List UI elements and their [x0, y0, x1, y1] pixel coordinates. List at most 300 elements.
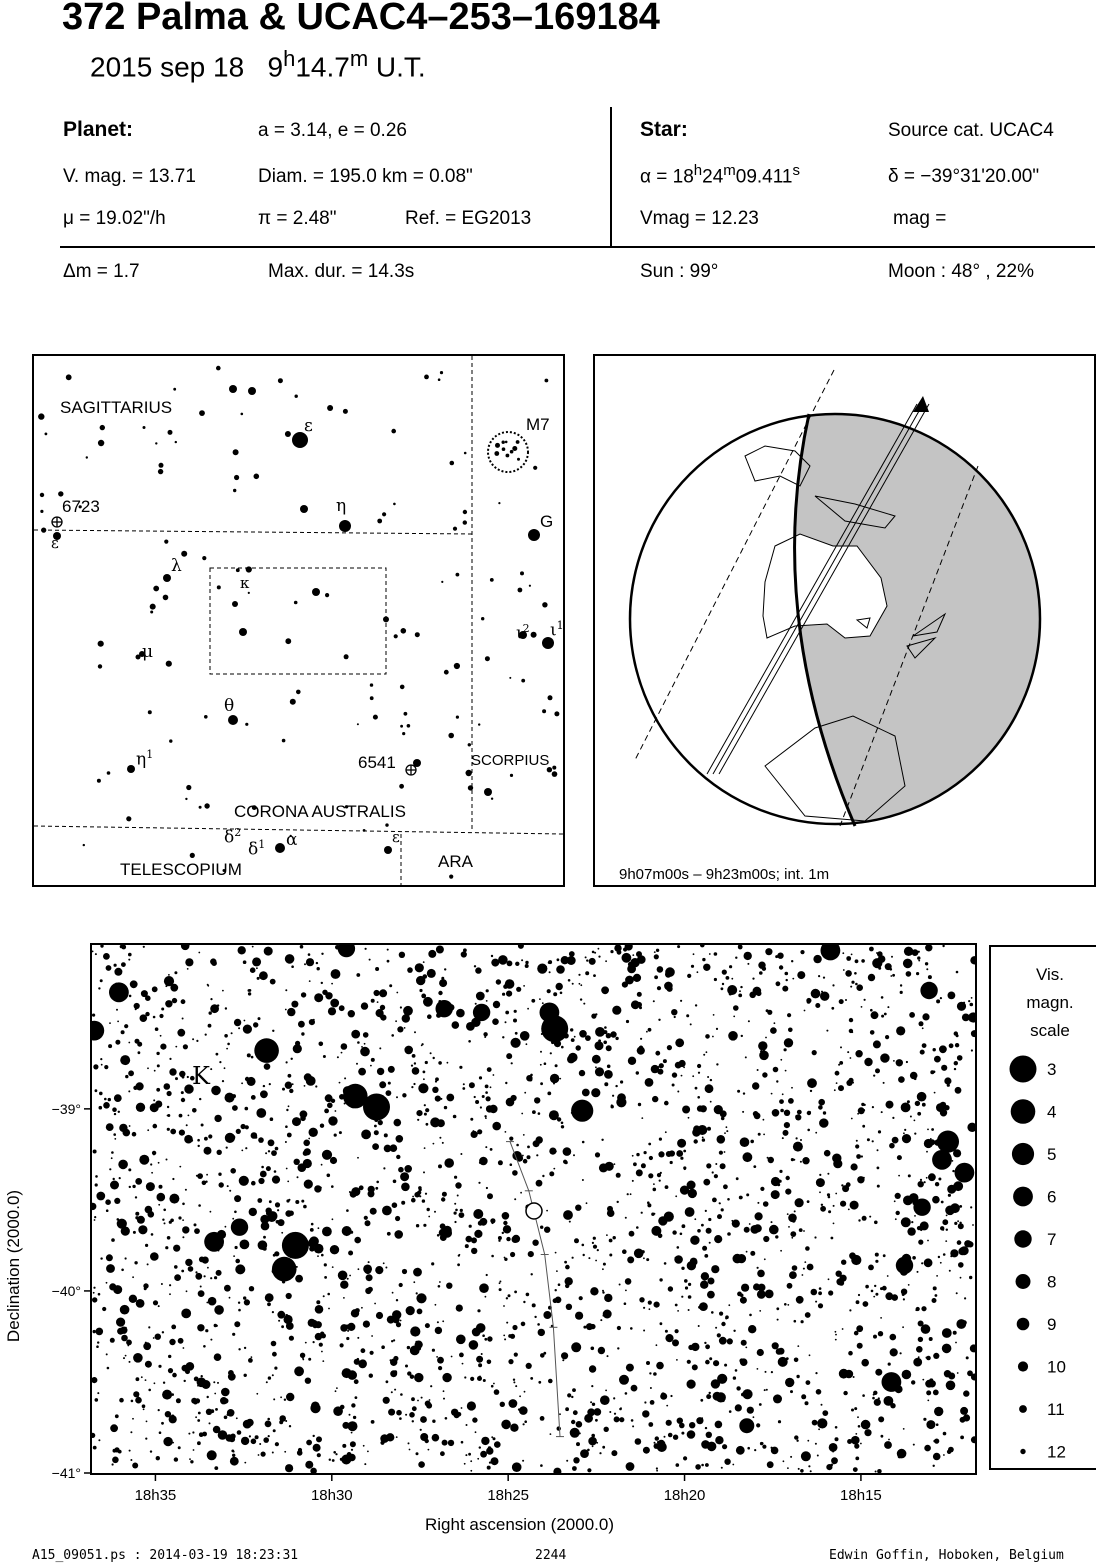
field-star	[374, 990, 380, 996]
field-star	[736, 1386, 740, 1390]
field-star	[389, 984, 392, 987]
field-star	[437, 1321, 439, 1323]
field-star	[653, 1188, 657, 1192]
label-lambda-sgr: λ	[171, 556, 182, 576]
field-star	[724, 1151, 726, 1153]
field-star	[693, 953, 695, 955]
field-star	[186, 1290, 188, 1292]
field-star	[655, 1436, 659, 1440]
finder-star	[377, 519, 382, 524]
field-star	[907, 1227, 915, 1235]
field-star	[696, 1417, 703, 1424]
field-star	[856, 1300, 860, 1304]
field-star	[456, 1335, 466, 1345]
field-star	[473, 1209, 483, 1219]
field-star	[737, 1090, 740, 1093]
field-star	[788, 1098, 794, 1104]
field-star	[834, 1089, 836, 1091]
field-star	[125, 1257, 127, 1259]
field-star	[881, 1435, 884, 1438]
field-star	[557, 1117, 561, 1121]
finder-star	[520, 571, 524, 575]
finder-star	[438, 378, 441, 381]
field-star	[164, 1083, 171, 1090]
field-star	[191, 1139, 193, 1141]
field-star	[626, 947, 628, 949]
field-star	[115, 1040, 120, 1045]
field-star	[614, 1416, 620, 1422]
field-star	[921, 1262, 923, 1264]
field-star	[376, 1009, 384, 1017]
field-star	[117, 1328, 124, 1335]
field-star	[792, 978, 794, 980]
field-star	[889, 1143, 895, 1149]
field-star	[316, 1436, 322, 1442]
field-star	[562, 1359, 564, 1361]
field-star	[103, 1102, 110, 1109]
field-star	[371, 1335, 373, 1337]
field-star	[315, 1305, 324, 1314]
field-star	[493, 1383, 495, 1385]
field-star	[647, 1203, 651, 1207]
field-star	[957, 1372, 959, 1374]
field-star	[113, 1133, 116, 1136]
field-star	[272, 1452, 274, 1454]
field-star	[911, 1221, 913, 1223]
field-star	[549, 971, 551, 973]
field-star	[444, 1106, 447, 1109]
field-star	[807, 1264, 814, 1271]
field-star	[353, 1416, 356, 1419]
field-star	[882, 1286, 887, 1291]
field-star	[481, 1437, 489, 1445]
field-star	[605, 960, 607, 962]
field-star	[556, 965, 565, 974]
field-star	[368, 1186, 375, 1193]
field-star	[933, 1453, 941, 1461]
field-star	[395, 1216, 400, 1221]
field-star	[532, 1240, 538, 1246]
field-star	[833, 1223, 835, 1225]
field-star	[251, 1095, 256, 1100]
field-star	[687, 974, 691, 978]
field-star	[648, 1301, 652, 1305]
field-star	[111, 1151, 114, 1154]
field-star	[285, 1141, 287, 1143]
field-star	[675, 1062, 682, 1069]
field-star	[591, 1347, 595, 1351]
field-star	[874, 1285, 876, 1287]
field-star	[715, 1327, 717, 1329]
field-star	[420, 1433, 428, 1441]
scale-dot	[1013, 1187, 1033, 1207]
field-star	[821, 1204, 823, 1206]
field-star	[469, 1082, 475, 1088]
field-star	[167, 1128, 170, 1131]
finder-star	[127, 765, 135, 773]
field-star	[410, 1326, 420, 1336]
field-star	[595, 1152, 600, 1157]
field-star	[822, 1410, 828, 1416]
field-star	[487, 1360, 492, 1365]
field-star	[835, 1071, 840, 1076]
field-star	[132, 1463, 138, 1469]
field-star	[828, 1196, 831, 1199]
field-star	[934, 1092, 936, 1094]
field-star	[816, 1389, 822, 1395]
field-star	[95, 953, 97, 955]
scale-dot	[1018, 1361, 1028, 1371]
bright-star	[739, 1418, 754, 1433]
field-star	[181, 1091, 184, 1094]
field-star	[427, 1208, 430, 1211]
field-star	[796, 1137, 798, 1139]
field-star	[646, 1258, 649, 1261]
field-star	[878, 1416, 884, 1422]
field-star	[469, 1340, 479, 1350]
field-star	[871, 1290, 874, 1293]
field-star	[724, 1132, 726, 1134]
field-star	[179, 1166, 181, 1168]
field-star	[736, 1446, 745, 1455]
field-star	[349, 1275, 351, 1277]
field-star	[915, 1101, 920, 1106]
field-star	[749, 1223, 751, 1225]
field-star	[576, 1442, 580, 1446]
field-star	[479, 1446, 481, 1448]
field-star	[563, 1147, 572, 1156]
field-star	[832, 1451, 834, 1453]
field-star	[580, 984, 582, 986]
field-star	[274, 1251, 279, 1256]
finder-star	[454, 663, 460, 669]
field-star	[846, 1080, 852, 1086]
field-star	[786, 1357, 789, 1360]
field-star	[592, 1055, 601, 1064]
field-star	[872, 1140, 874, 1142]
field-star	[731, 978, 733, 980]
field-star	[194, 1377, 199, 1382]
field-star	[330, 1157, 337, 1164]
field-star	[491, 1385, 494, 1388]
field-star	[347, 1323, 355, 1331]
field-star	[354, 1237, 361, 1244]
field-star	[465, 1244, 469, 1248]
field-star	[510, 1163, 513, 1166]
event-date: 2015 sep 18	[90, 51, 245, 83]
field-star	[106, 1282, 108, 1284]
field-star	[457, 1195, 459, 1197]
field-star	[786, 1176, 790, 1180]
field-star	[232, 1094, 236, 1098]
field-star	[643, 1257, 645, 1259]
field-star	[397, 1026, 403, 1032]
field-star	[357, 1337, 359, 1339]
field-star	[118, 1111, 120, 1113]
field-star	[419, 1195, 421, 1197]
field-star	[167, 1091, 172, 1096]
field-star	[346, 1209, 349, 1212]
field-star	[401, 1183, 410, 1192]
field-star	[197, 1441, 201, 1445]
field-star	[717, 1374, 727, 1384]
m7-star	[502, 447, 506, 451]
field-star	[912, 949, 919, 956]
field-star	[850, 1201, 859, 1210]
y-tick-label: −40°	[51, 1282, 81, 1299]
field-star	[322, 991, 324, 993]
field-star	[756, 1423, 760, 1427]
field-star	[926, 1390, 931, 1395]
field-star	[158, 1365, 161, 1368]
field-star	[839, 999, 844, 1004]
field-star	[214, 1466, 218, 1470]
field-star	[583, 1326, 586, 1329]
finder-star	[285, 638, 291, 644]
field-star	[729, 965, 732, 968]
field-star	[368, 1261, 370, 1263]
field-star	[245, 1125, 249, 1129]
bright-star	[473, 1004, 490, 1021]
field-star	[580, 1449, 589, 1458]
field-star	[165, 1411, 171, 1417]
field-star	[333, 1451, 336, 1454]
field-star	[927, 1129, 929, 1131]
field-star	[214, 1305, 224, 1315]
finder-star	[168, 430, 173, 435]
field-star	[217, 1382, 219, 1384]
field-star	[762, 1445, 766, 1449]
field-star	[803, 1230, 805, 1232]
field-star	[778, 1420, 781, 1423]
field-star	[895, 1218, 897, 1220]
field-star	[794, 1358, 799, 1363]
finder-star	[485, 656, 490, 661]
field-star	[264, 947, 273, 956]
finder-star	[233, 489, 236, 492]
field-star	[198, 1145, 200, 1147]
field-star	[98, 987, 100, 989]
field-star	[553, 1168, 555, 1170]
field-star	[659, 1180, 661, 1182]
field-star	[970, 1003, 974, 1007]
field-star	[532, 1110, 536, 1114]
field-star	[617, 1347, 619, 1349]
field-star	[759, 971, 763, 975]
field-star	[340, 1281, 348, 1289]
field-star	[971, 1049, 973, 1051]
field-star	[636, 1153, 639, 1156]
field-star	[547, 989, 551, 993]
field-star	[171, 1393, 174, 1396]
field-star	[153, 1153, 155, 1155]
field-star	[880, 1419, 882, 1421]
field-star	[941, 1201, 944, 1204]
field-star	[370, 1065, 372, 1067]
field-star	[316, 1300, 320, 1304]
field-star	[701, 1272, 709, 1280]
field-star	[765, 948, 772, 955]
target-star-marker	[526, 1203, 542, 1219]
field-star	[93, 1330, 96, 1333]
field-star	[703, 964, 710, 971]
finder-star	[41, 528, 46, 533]
field-star	[264, 1063, 271, 1070]
field-star	[858, 1219, 860, 1221]
finder-star	[531, 632, 537, 638]
bright-star	[254, 1038, 279, 1063]
field-star	[538, 1112, 541, 1115]
field-star	[406, 1306, 415, 1315]
field-star	[246, 1419, 254, 1427]
field-star	[399, 1417, 402, 1420]
field-star	[767, 1461, 774, 1468]
field-star	[676, 1359, 678, 1361]
field-star	[622, 982, 628, 988]
label-epsilon-sgr: ε	[304, 416, 313, 436]
field-star	[867, 1138, 870, 1141]
field-star	[726, 976, 730, 980]
field-star	[404, 1027, 406, 1029]
field-star	[114, 1447, 119, 1452]
field-star	[214, 1276, 217, 1279]
field-star	[119, 1177, 121, 1179]
field-star	[505, 1082, 507, 1084]
field-star	[270, 1117, 274, 1121]
field-star	[868, 974, 875, 981]
field-star	[417, 1309, 423, 1315]
globe-svg	[595, 356, 1094, 885]
field-star	[366, 1274, 373, 1281]
field-star	[317, 1453, 321, 1457]
field-star	[317, 967, 320, 970]
field-star	[429, 1399, 431, 1401]
finder-star	[166, 661, 172, 667]
field-star	[304, 1085, 306, 1087]
field-star	[814, 1236, 816, 1238]
field-star	[145, 1206, 153, 1214]
finder-star	[453, 527, 457, 531]
field-star	[232, 1105, 238, 1111]
field-star	[249, 1435, 251, 1437]
field-star	[245, 1147, 247, 1149]
field-star	[546, 1210, 548, 1212]
label-iota2-sco: $\iota^2$	[516, 622, 530, 644]
field-star	[922, 1013, 929, 1020]
field-star	[225, 1133, 235, 1143]
field-star	[491, 1457, 499, 1465]
field-star	[831, 1237, 834, 1240]
field-star	[331, 969, 341, 979]
field-star	[649, 1308, 651, 1310]
field-star	[402, 1093, 406, 1097]
finder-star	[83, 844, 85, 846]
field-star	[838, 1085, 844, 1091]
label-eta1-cra: $\eta^1$	[136, 748, 154, 770]
field-star	[238, 1027, 240, 1029]
field-star	[316, 962, 318, 964]
field-star	[902, 1326, 904, 1328]
field-star	[317, 1255, 319, 1257]
bright-star	[937, 1131, 959, 1153]
field-star	[924, 1181, 926, 1183]
field-star	[565, 1277, 573, 1285]
field-star	[955, 1087, 962, 1094]
finder-star	[254, 474, 260, 480]
finder-star	[173, 388, 176, 391]
field-star	[286, 1393, 294, 1401]
field-star	[759, 1403, 762, 1406]
field-star	[940, 1262, 942, 1264]
field-star	[229, 1297, 231, 1299]
field-star	[915, 1309, 917, 1311]
field-star	[632, 1425, 634, 1427]
field-star	[698, 1325, 700, 1327]
field-star	[376, 1181, 379, 1184]
field-star	[873, 1391, 877, 1395]
field-star	[471, 1248, 477, 1254]
field-star	[583, 1254, 585, 1256]
field-star	[114, 1138, 116, 1140]
field-star	[570, 1428, 580, 1438]
field-star	[523, 1301, 525, 1303]
field-star	[159, 1014, 163, 1018]
field-star	[209, 1422, 211, 1424]
field-star	[416, 1452, 419, 1455]
field-star	[643, 1307, 645, 1309]
field-star	[475, 1100, 479, 1104]
field-star	[291, 1058, 293, 1060]
field-star	[819, 1287, 822, 1290]
field-star	[447, 1286, 449, 1288]
field-star	[785, 1378, 794, 1387]
field-star	[712, 1036, 714, 1038]
field-star	[709, 1357, 712, 1360]
direction-arrow	[913, 396, 929, 412]
field-star	[442, 1142, 444, 1144]
field-star	[512, 1170, 518, 1176]
field-star	[207, 1396, 209, 1398]
field-star	[515, 1385, 517, 1387]
field-star	[435, 1096, 441, 1102]
field-star	[524, 1391, 526, 1393]
field-star	[946, 1229, 948, 1231]
field-star	[659, 1278, 662, 1281]
field-star	[97, 1392, 99, 1394]
field-star	[935, 1294, 938, 1297]
field-star	[542, 1175, 544, 1177]
field-star	[628, 1057, 636, 1065]
field-star	[881, 996, 884, 999]
finder-star	[199, 410, 205, 416]
field-star	[869, 947, 874, 952]
field-star	[433, 1057, 435, 1059]
field-star	[436, 1356, 438, 1358]
field-star	[637, 992, 642, 997]
field-star	[240, 1240, 250, 1250]
field-star	[491, 1436, 493, 1438]
field-star	[740, 1297, 747, 1304]
field-star	[831, 1007, 834, 1010]
field-star	[776, 1307, 779, 1310]
field-star	[571, 1038, 575, 1042]
field-star	[348, 1010, 355, 1017]
field-star	[207, 1267, 209, 1269]
field-star	[169, 1284, 171, 1286]
field-star	[631, 1419, 634, 1422]
field-star	[515, 962, 519, 966]
scale-magnitude-label: 8	[1047, 1272, 1057, 1292]
